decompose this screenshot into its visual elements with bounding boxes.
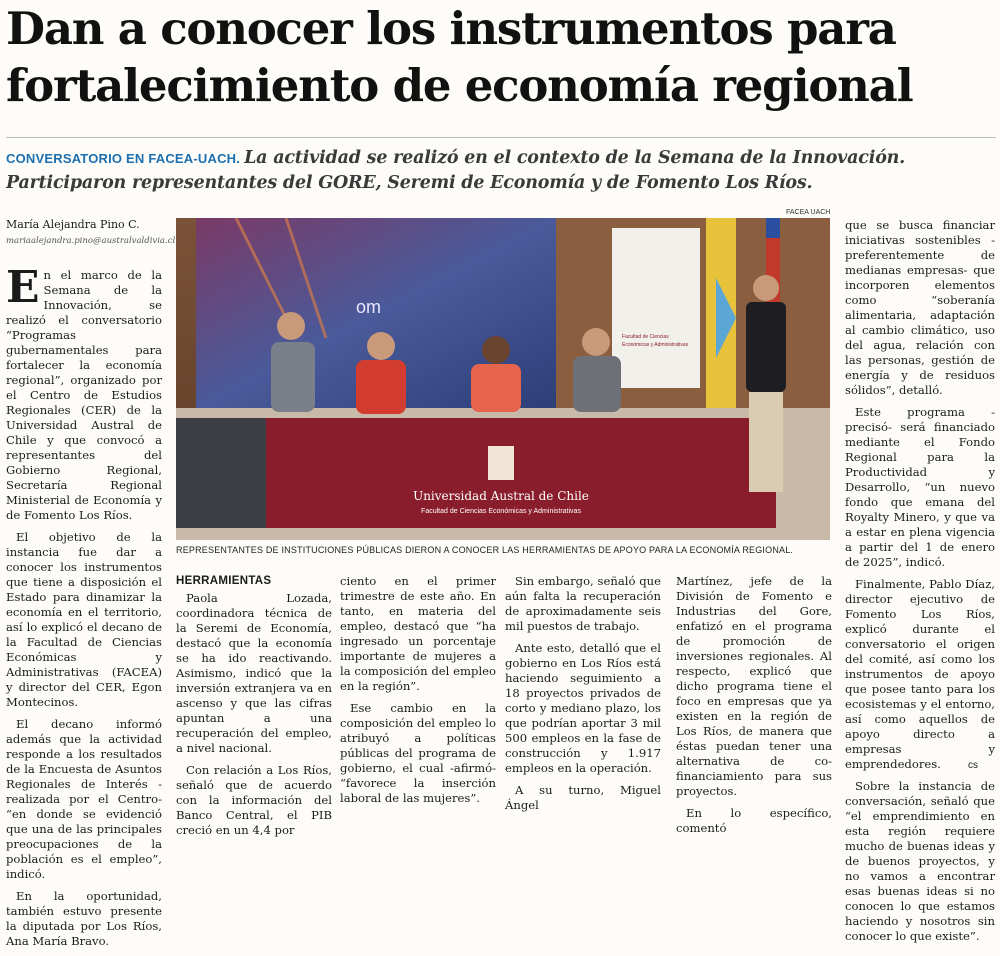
paragraph: Martínez, jefe de la División de Fomento e Industrias del Gore, enfatizó en el programa de promoción de inversiones regionales. Al respecto, explicó que dicho programa tiene el foco en empresas que ya existen en la región de Los Ríos, de manera que éstas puedan tener una alternativa de co-financiamiento para sus proyectos.: [676, 574, 832, 798]
svg-text:Económicas y Administrativas: Económicas y Administrativas: [622, 342, 689, 348]
paragraph: En lo específico, comentó: [676, 806, 832, 835]
paragraph: El decano informó además que la actividad responde a los resultados de la Encuesta de Asuntos Regionales de Interés -realizada por el Centro- “en donde se evidenció que una de las principales preocupaciones de la población es el empleo”, indicó.: [6, 717, 162, 881]
deck-kicker: CONVERSATORIO EN FACEA-UACH.: [6, 151, 241, 166]
paragraph: ciento en el primer trimestre de este año. En tanto, en materia del empleo, destacó que “ha ingresado un porcentaje importante de mujeres a la composición del empleo en la región”.: [340, 574, 496, 693]
paragraph: Con relación a Los Ríos, señaló que de acuerdo con la información del Banco Central, el PIB creció en un 4,4 por: [176, 763, 332, 837]
column-4: [505, 574, 661, 820]
banner-subtitle: Facultad de Ciencias Económicas y Administrativas: [421, 508, 581, 515]
section-heading: HERRAMIENTAS: [176, 575, 272, 587]
paragraph: Sin embargo, señaló que aún falta la recuperación de aproximadamente seis mil puestos de trabajo.: [505, 574, 661, 633]
column-2: [176, 574, 332, 845]
deck-text: La actividad se realizó en el contexto de la Semana de la Innovación. Participaron representantes del GORE, Seremi de Economía y de Fomento Los Ríos.: [6, 148, 906, 193]
byline-email[interactable]: mariaalejandra.pino@australvaldivia.cl: [6, 236, 176, 246]
roll-up-sign: [612, 228, 700, 388]
photo: [176, 218, 830, 540]
paragraph: Ante esto, detalló que el gobierno en Los Ríos está haciendo seguimiento a 18 proyectos privados de corto y mediano plazo, los que podrían aportar 3 mil 500 empleos en la fase de construcción y 1.917 empleos en la operación.: [505, 641, 661, 775]
photo-caption: REPRESENTANTES DE INSTITUCIONES PÚBLICAS DIERON A CONOCER LAS HERRAMIENTAS DE APOYO PARA LA ECONOMÍA REGIONAL.: [176, 545, 794, 555]
paragraph: Este programa -precisó- será financiado mediante el Fondo Regional para la Productividad y Desarrollo, “un nuevo fondo que emana del Royalty Minero, y que va a estar en plena vigencia a partir del 1 de enero de 2025”, indicó.: [845, 405, 995, 569]
paragraph: que se busca financiar iniciativas sostenibles -preferentemente de medianas empresas- que incorporen elementos como “soberanía alimentaria, adaptación al cambio climático, uso del agua, relación con las personas, gestión de energía y de residuos sólidos”, detalló.: [845, 218, 995, 397]
svg-text:Facultad de Ciencias: Facultad de Ciencias: [622, 334, 669, 340]
paragraph: Paola Lozada, coordinadora técnica de la Seremi de Economía, destacó que la economía se ha ido reactivando. Asimismo, indicó que la inversión extranjera va en ascenso y que las cifras apuntan a una recuperación del empleo, a nivel nacional.: [176, 591, 332, 755]
paragraph: En el marco de la Semana de la Innovación, se realizó el conversatorio “Programas gubernamentales para fortalecer la economía regional”, organizado por el Centro de Estudios Regionales (CER) de la Universidad Austral de Chile y que convocó a representantes del Gobierno Regional, Secretaría Regional Ministerial de Economía y de Fomento Los Ríos.: [6, 262, 162, 522]
column-1: [6, 262, 162, 956]
column-5: [676, 574, 832, 843]
end-mark: cs: [968, 760, 978, 771]
paragraph: En la oportunidad, también estuvo presente la diputada por Los Ríos, Ana María Bravo.: [6, 889, 162, 948]
moderator: [746, 275, 786, 492]
headline: Dan a conocer los instrumentos para fortalecimiento de economía regional: [6, 2, 913, 112]
paragraph: Sobre la instancia de conversación, señaló que “el emprendimiento en esta región requiere mucho de buenas ideas y de buenos proyectos, y no vamos a encontrar esas buenas ideas si no conocen lo que estamos haciendo y nosotros sin conocer lo que existe”.: [845, 779, 995, 943]
paragraph: Finalmente, Pablo Díaz, director ejecutivo de Fomento Los Ríos, explicó durante el conversatorio el origen del comité, así como los instrumentos de apoyo que posee tanto para los ecosistemas y el entorno, así como aquellos de apoyo directo a empresas y emprendedores.: [845, 577, 995, 771]
deck: [6, 146, 996, 195]
paragraph: Ese cambio en la composición del empleo lo atribuyó a políticas públicas del programa de gobierno, el cual -afirmó- “favorece la inserción laboral de las mujeres”.: [340, 701, 496, 805]
byline-author: María Alejandra Pino C.: [6, 218, 140, 231]
event-photo: [176, 218, 830, 540]
column-3: [340, 574, 496, 813]
paragraph: A su turno, Miguel Ángel: [505, 783, 661, 812]
screen-text: om: [356, 297, 382, 317]
banner-title: Universidad Austral de Chile: [413, 489, 589, 503]
paragraph: El objetivo de la instancia fue dar a conocer los instrumentos que tiene a disposición el Estado para dinamizar la economía en el territorio, así lo explicó el decano de la Facultad de Ciencias Económicas y Administrativas (FACEA) y director del CER, Egon Montecinos.: [6, 530, 162, 709]
photo-credit: FACEA UACH: [786, 209, 831, 216]
divider: [6, 137, 996, 138]
drop-cap: E: [6, 262, 40, 313]
column-6: [845, 218, 995, 951]
